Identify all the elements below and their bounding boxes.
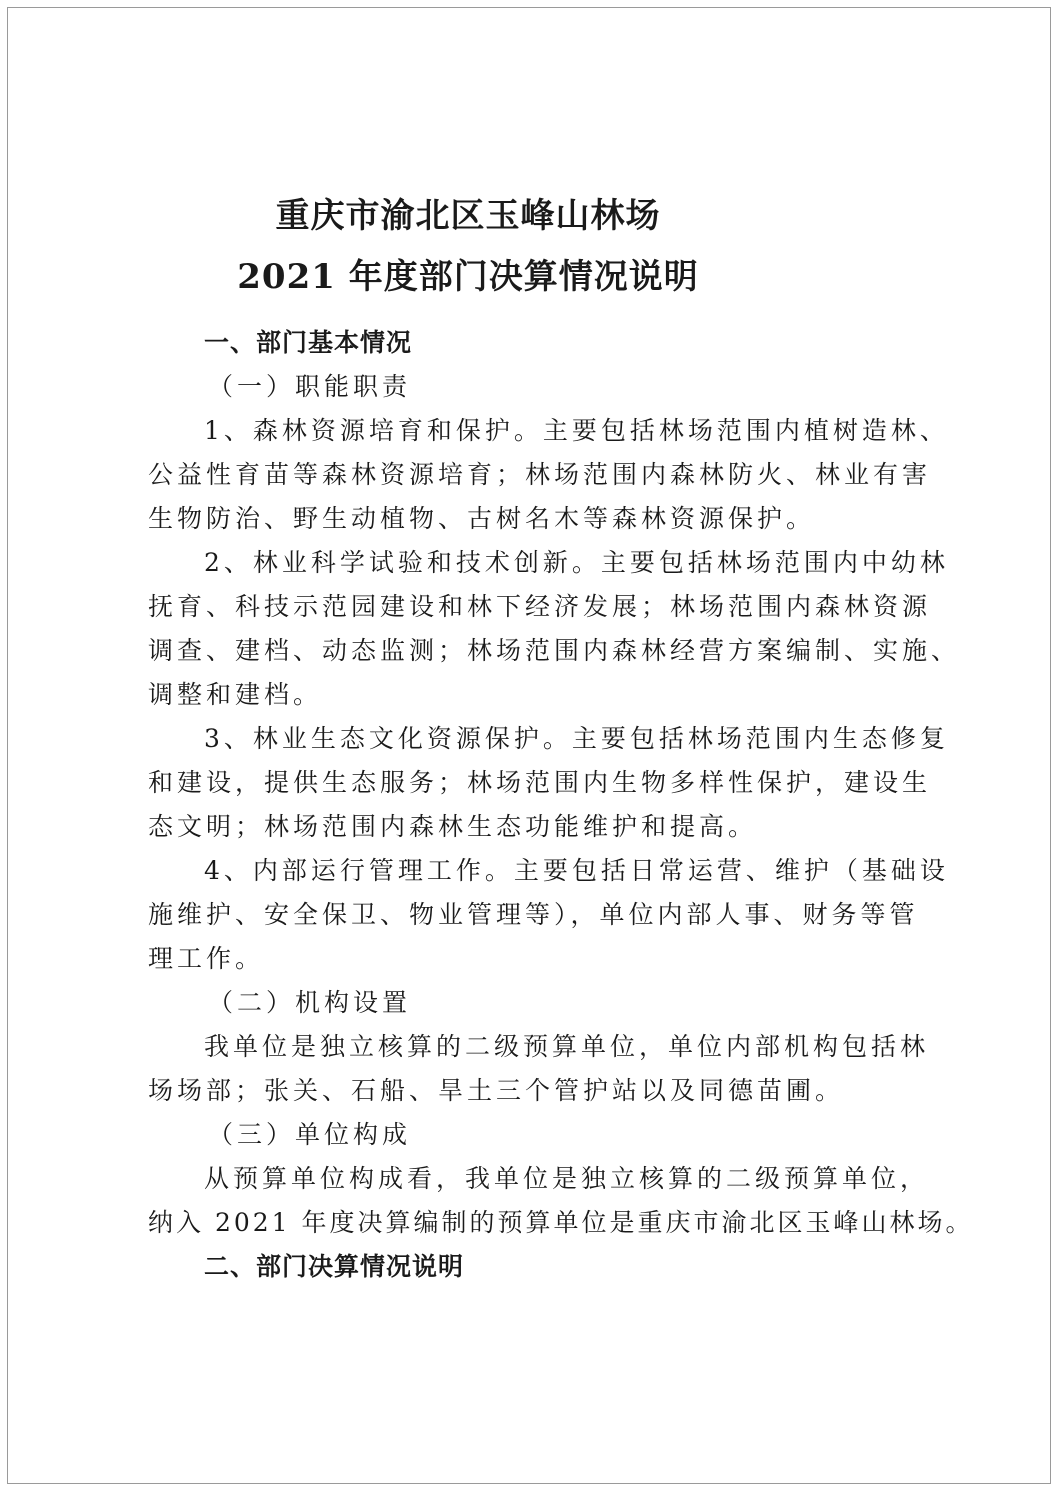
paragraph-line: 和建设，提供生态服务；林场范围内生物多样性保护，建设生 [148,768,932,797]
paragraph-line: 4、内部运行管理工作。主要包括日常运营、维护（基础设 [204,856,949,885]
subsection-heading-composition: （三）单位构成 [208,1120,412,1149]
paragraph-line: 调查、建档、动态监测；林场范围内森林经营方案编制、实施、 [148,636,961,665]
paragraph-line: 2、林业科学试验和技术创新。主要包括林场范围内中幼林 [204,548,949,577]
paragraph-line: 从预算单位构成看，我单位是独立核算的二级预算单位， [204,1164,930,1193]
paragraph-line: 施维护、安全保卫、物业管理等），单位内部人事、财务等管 [148,900,919,929]
section-heading-2: 二、部门决算情况说明 [204,1252,465,1281]
paragraph-line: 调整和建档。 [148,680,323,709]
section-heading-1: 一、部门基本情况 [204,328,413,357]
subsection-heading-duties: （一）职能职责 [208,372,412,401]
paragraph-line: 1、森林资源培育和保护。主要包括林场范围内植树造林、 [204,416,949,445]
paragraph-line: 理工作。 [148,944,265,973]
document-title-line2: 2021 年度部门决算情况说明 [237,257,699,297]
paragraph-line: 我单位是独立核算的二级预算单位，单位内部机构包括林 [204,1032,930,1061]
paragraph-line: 纳入 2021 年度决算编制的预算单位是重庆市渝北区玉峰山林场。 [148,1208,974,1237]
subsection-heading-structure: （二）机构设置 [208,988,412,1017]
paragraph-line: 生物防治、野生动植物、古树名木等森林资源保护。 [148,504,816,533]
paragraph-line: 抚育、科技示范园建设和林下经济发展；林场范围内森林资源 [148,592,932,621]
paragraph-line: 3、林业生态文化资源保护。主要包括林场范围内生态修复 [204,724,949,753]
paragraph-line: 公益性育苗等森林资源培育；林场范围内森林防火、林业有害 [148,460,932,489]
paragraph-line: 场场部；张关、石船、旱土三个管护站以及同德苗圃。 [148,1076,845,1105]
paragraph-line: 态文明；林场范围内森林生态功能维护和提高。 [148,812,758,841]
document-title-line1: 重庆市渝北区玉峰山林场 [275,196,661,236]
